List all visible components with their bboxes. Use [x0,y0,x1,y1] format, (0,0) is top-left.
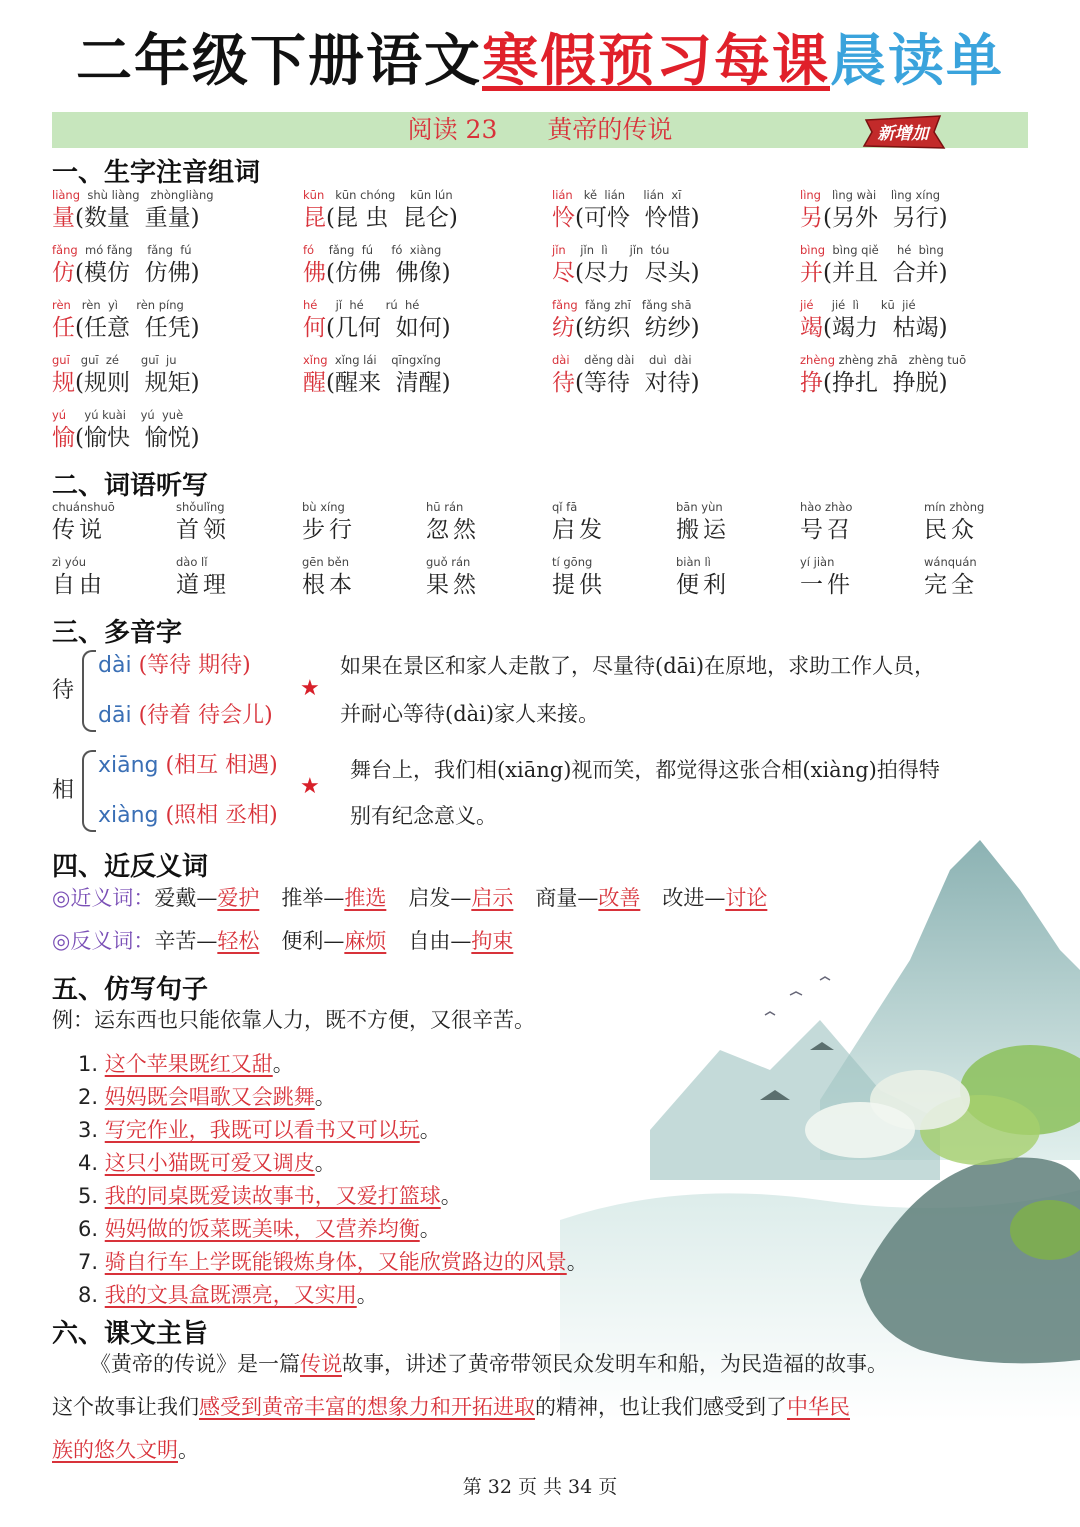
word-pinyin: gēn běn [302,555,349,569]
word: 提供 [552,572,606,598]
words: (竭力 枯竭) [823,315,948,341]
word-pinyin: mó fǎng fǎng fú [77,243,192,257]
character-pinyin-main: kūn [303,188,325,202]
antonym-row [52,925,535,955]
word-pinyin: bān yùn [676,500,723,514]
word-pinyin: wánquán [924,555,977,569]
character-pinyin [52,408,183,422]
word-pinyin: tí gōng [552,555,593,569]
pair-question: 自由— [408,929,472,953]
dictation-word [302,500,412,544]
synonym-label: ◎近义词： [52,886,155,910]
sentence-answer: 这个苹果既红又甜 [104,1052,273,1076]
character-words [800,258,948,288]
word-pinyin: fǎng fú fó xiàng [314,243,442,257]
pair-answer: 启示 [471,886,514,910]
character-pinyin-main: fó [303,243,315,257]
reading-words: (照相 丞相) [165,803,278,828]
word: 果然 [426,572,480,598]
theme-text: 这个故事让我们 [52,1395,199,1419]
polyphone-reading [98,698,273,729]
words: (任意 任凭) [75,315,200,341]
character: 另 [800,205,823,231]
imitation-sentence [78,1048,294,1078]
section-title-theme: 六、课文主旨 [52,1319,209,1349]
page-footer: 第 32 页 共 34 页 [462,1476,618,1498]
pair-question: 改进— [662,886,726,910]
character-pinyin-main: guī [52,353,70,367]
pair-answer: 拘束 [471,929,514,953]
synonym-pair [662,882,767,912]
new-badge-text: 新增加 [877,124,929,144]
character-words [800,368,948,398]
imitation-sentence [78,1279,378,1309]
word-pinyin: mín zhòng [924,500,985,514]
lesson-title: 阅读 23 黄帝的传说 [407,115,673,144]
item-number: 5. [78,1184,99,1208]
character-pinyin [303,243,441,257]
words: (并且 合并) [823,260,948,286]
character-pinyin [800,298,916,312]
polyphone-char: 待 [52,678,75,703]
words: (可怜 怜惜) [575,205,700,231]
word: 首领 [176,517,230,543]
page-title [0,22,1080,102]
reading-pinyin: dāi [98,703,132,728]
pair-question: 商量— [535,886,599,910]
word: 根本 [302,572,356,598]
words: (愉快 愉悦) [75,425,200,451]
theme-answer: 族的悠久文明 [52,1438,178,1462]
word: 步行 [302,517,356,543]
character-pinyin-main: bìng [800,243,826,257]
character: 怜 [552,205,575,231]
imitation-sentence [78,1246,588,1276]
period: 。 [419,1217,441,1241]
character: 愉 [52,425,75,451]
word: 启发 [552,517,606,543]
antonym-pair [154,925,259,955]
synonym-pair [281,882,386,912]
words: (数量 重量) [75,205,200,231]
words: (昆 虫 昆仑) [326,205,458,231]
character-pinyin-main: dài [552,353,570,367]
word-pinyin: jié lì kū jié [813,298,916,312]
character-pinyin-main: hé [303,298,318,312]
item-number: 1. [78,1052,99,1076]
polyphone-reading [98,798,278,829]
character-words [800,203,948,233]
reading-words: (等待 期待) [138,653,251,678]
word-pinyin: zhèng zhā zhèng tuō [835,353,967,367]
character-words [552,203,700,233]
word-pinyin: shù liàng zhòngliàng [80,188,214,202]
dictation-word [924,500,1034,544]
word-pinyin: qǐ fā [552,500,578,514]
word-pinyin: yú kuài yú yuè [66,408,184,422]
character-pinyin-main: jié [800,298,814,312]
star-icon: ★ [300,774,320,799]
word-pinyin: yí jiàn [800,555,835,569]
dictation-word [552,555,662,599]
section-title-dictation: 二、词语听写 [52,471,209,501]
word-pinyin: jǐn lì jǐn tóu [565,243,670,257]
word-pinyin: biàn lì [676,555,711,569]
dictation-word [800,555,910,599]
words: (几何 如何) [326,315,451,341]
character-words [800,313,948,343]
word: 民众 [924,517,978,543]
theme-line-1 [90,1348,888,1378]
character: 纺 [552,315,575,341]
word-pinyin: guǒ rán [426,555,471,569]
character-pinyin [800,188,940,202]
polyphone-sentence-line: 舞台上，我们相(xiāng)视而笑，都觉得这张合相(xiàng)拍得特 [350,758,940,782]
word-pinyin: dào lǐ [176,555,208,569]
words: (等待 对待) [575,370,700,396]
character-words [303,368,451,398]
sentence-answer: 妈妈做的饭菜既美味，又营养均衡 [104,1217,420,1241]
title-morning-reading: 晨读单 [830,29,1004,94]
period: 。 [272,1052,294,1076]
character: 昆 [303,205,326,231]
pair-answer: 讨论 [725,886,768,910]
sentence-answer: 妈妈既会唱歌又会跳舞 [104,1085,315,1109]
imitation-sentence [78,1081,336,1111]
character-pinyin [552,353,692,367]
antonym-pair [281,925,386,955]
character-pinyin [303,188,453,202]
word-pinyin: hū rán [426,500,464,514]
word-pinyin: kě lián lián xī [572,188,682,202]
theme-text: 的精神，也让我们感受到了 [535,1395,787,1419]
words: (仿佛 佛像) [326,260,451,286]
item-number: 6. [78,1217,99,1241]
theme-answer: 感受到黄帝丰富的想象力和开拓进取 [199,1395,535,1419]
character-words [552,258,700,288]
character-pinyin [800,353,966,367]
word: 道理 [176,572,230,598]
word-pinyin: bìng qiě hé bìng [825,243,944,257]
period: 。 [566,1250,588,1274]
dictation-word [676,555,786,599]
dictation-word [52,555,162,599]
character-pinyin [552,188,681,202]
word: 传说 [52,517,106,543]
synonym-pair [154,882,259,912]
synonym-row [52,882,789,912]
word-pinyin: shǒulǐng [176,500,225,514]
character-pinyin [552,243,669,257]
theme-answer: 中华民 [787,1395,850,1419]
dictation-word [924,555,1034,599]
word-pinyin: fǎng zhī fǎng shā [577,298,692,312]
item-number: 4. [78,1151,99,1175]
pair-answer: 轻松 [217,929,260,953]
character: 竭 [800,315,823,341]
words: (模仿 仿佛) [75,260,200,286]
section-title-polyphones: 三、多音字 [52,618,183,648]
brace-icon [82,650,96,732]
polyphone-sentence-line: 并耐心等待(dài)家人来接。 [340,702,600,726]
character-words [52,313,200,343]
words: (挣扎 挣脱) [823,370,948,396]
character-words [303,203,458,233]
polyphone-sentence-line: 如果在景区和家人走散了，尽量待(dāi)在原地，求助工作人员， [340,654,936,678]
word-pinyin: rèn yì rèn píng [70,298,184,312]
item-number: 8. [78,1283,99,1307]
item-number: 2. [78,1085,99,1109]
character-pinyin-main: xǐng [303,353,328,367]
theme-line-3 [52,1434,199,1464]
character: 仿 [52,260,75,286]
item-number: 7. [78,1250,99,1274]
character-pinyin-main: rèn [52,298,71,312]
character-pinyin-main: yú [52,408,67,422]
character-words [52,203,200,233]
character-pinyin [303,298,419,312]
word: 自由 [52,572,106,598]
character-pinyin [52,353,176,367]
character-words [52,423,200,453]
pair-answer: 爱护 [217,886,260,910]
imitation-sentence [78,1114,441,1144]
title-grade: 二年级下册语文 [76,29,482,94]
word-pinyin: bù xíng [302,500,345,514]
words: (醒来 清醒) [326,370,451,396]
pair-question: 推举— [281,886,345,910]
dictation-word [302,555,412,599]
reading-pinyin: dài [98,653,132,678]
dictation-word [52,500,162,544]
dictation-word [800,500,910,544]
character-words [552,313,700,343]
pair-question: 便利— [281,929,345,953]
character-pinyin [52,188,214,202]
word-pinyin: zì yóu [52,555,87,569]
character-pinyin [52,298,184,312]
dictation-word [676,500,786,544]
polyphone-char: 相 [52,778,75,803]
words: (另外 另行) [823,205,948,231]
character-pinyin-main: lìng [800,188,821,202]
word-pinyin: chuánshuō [52,500,115,514]
reading-words: (相互 相遇) [165,753,278,778]
character-words [303,258,451,288]
character: 并 [800,260,823,286]
antonym-pair [408,925,513,955]
antonym-label: ◎反义词： [52,929,155,953]
words: (规则 规矩) [75,370,200,396]
item-number: 3. [78,1118,99,1142]
imitation-example: 例：运东西也只能依靠人力，既不方便，又很辛苦。 [52,1008,535,1032]
character-pinyin [552,298,692,312]
star-icon: ★ [300,676,320,701]
imitation-sentence [78,1147,336,1177]
reading-words: (待着 待会儿) [138,703,273,728]
theme-answer: 传说 [300,1352,342,1376]
word-pinyin: xǐng lái qīngxǐng [327,353,441,367]
word-pinyin: děng dài duì dài [569,353,692,367]
word-pinyin: hào zhào [800,500,853,514]
character: 何 [303,315,326,341]
character: 待 [552,370,575,396]
section-title-synonyms-antonyms: 四、近反义词 [52,852,209,882]
pair-answer: 改善 [598,886,641,910]
word: 号召 [800,517,854,543]
pair-question: 辛苦— [154,929,218,953]
section-title-characters: 一、生字注音组词 [52,158,261,188]
polyphone-reading [98,748,278,779]
sentence-answer: 我的文具盒既漂亮，又实用 [104,1283,357,1307]
section-title-imitation: 五、仿写句子 [52,975,209,1005]
imitation-sentence [78,1180,462,1210]
sentence-answer: 骑自行车上学既能锻炼身体，又能欣赏路边的风景 [104,1250,567,1274]
pair-answer: 麻烦 [344,929,387,953]
brace-icon [82,750,96,832]
word-pinyin: guī zé guī ju [69,353,177,367]
dictation-word [426,555,536,599]
dictation-word [552,500,662,544]
character: 任 [52,315,75,341]
words: (纺织 纺纱) [575,315,700,341]
period: 。 [356,1283,378,1307]
character: 量 [52,205,75,231]
new-badge [860,112,946,152]
character-words [52,258,200,288]
words: (尽力 尽头) [575,260,700,286]
character: 尽 [552,260,575,286]
word: 便利 [676,572,730,598]
sentence-answer: 这只小猫既可爱又调皮 [104,1151,315,1175]
character-pinyin [800,243,944,257]
imitation-sentence [78,1213,441,1243]
theme-text: 。 [178,1438,199,1462]
dictation-word [176,500,286,544]
character: 醒 [303,370,326,396]
period: 。 [314,1085,336,1109]
period: 。 [440,1184,462,1208]
period: 。 [314,1151,336,1175]
sentence-answer: 我的同桌既爱读故事书，又爱打篮球 [104,1184,441,1208]
reading-pinyin: xiàng [98,803,159,828]
character-pinyin-main: fǎng [552,298,578,312]
dictation-word [426,500,536,544]
dictation-word [176,555,286,599]
character: 佛 [303,260,326,286]
character-pinyin-main: lián [552,188,573,202]
word-pinyin: lìng wài lìng xíng [820,188,941,202]
theme-text: 《黄帝的传说》是一篇 [90,1352,300,1376]
character-words [552,368,700,398]
pair-question: 启发— [408,886,472,910]
title-preview: 寒假预习每课 [482,29,830,94]
polyphone-sentence-line: 别有纪念意义。 [350,804,497,828]
reading-pinyin: xiāng [98,753,159,778]
character-pinyin-main: fǎng [52,243,78,257]
synonym-pair [535,882,640,912]
character-pinyin [52,243,192,257]
character-pinyin-main: liàng [52,188,81,202]
polyphone-reading [98,648,251,679]
word-pinyin: kūn chóng kūn lún [324,188,453,202]
word-pinyin: jǐ hé rú hé [317,298,420,312]
character-words [52,368,200,398]
pair-answer: 推选 [344,886,387,910]
character-pinyin [303,353,441,367]
character: 规 [52,370,75,396]
character: 挣 [800,370,823,396]
word: 一件 [800,572,854,598]
pair-question: 爱戴— [154,886,218,910]
theme-line-2 [52,1391,850,1421]
word: 忽然 [426,517,480,543]
character-words [303,313,451,343]
character-pinyin-main: zhèng [800,353,835,367]
theme-text: 故事，讲述了黄帝带领民众发明车和船，为民造福的故事。 [342,1352,888,1376]
synonym-pair [408,882,513,912]
character-pinyin-main: jǐn [552,243,566,257]
sentence-answer: 写完作业，我既可以看书又可以玩 [104,1118,420,1142]
period: 。 [419,1118,441,1142]
word: 搬运 [676,517,730,543]
word: 完全 [924,572,978,598]
